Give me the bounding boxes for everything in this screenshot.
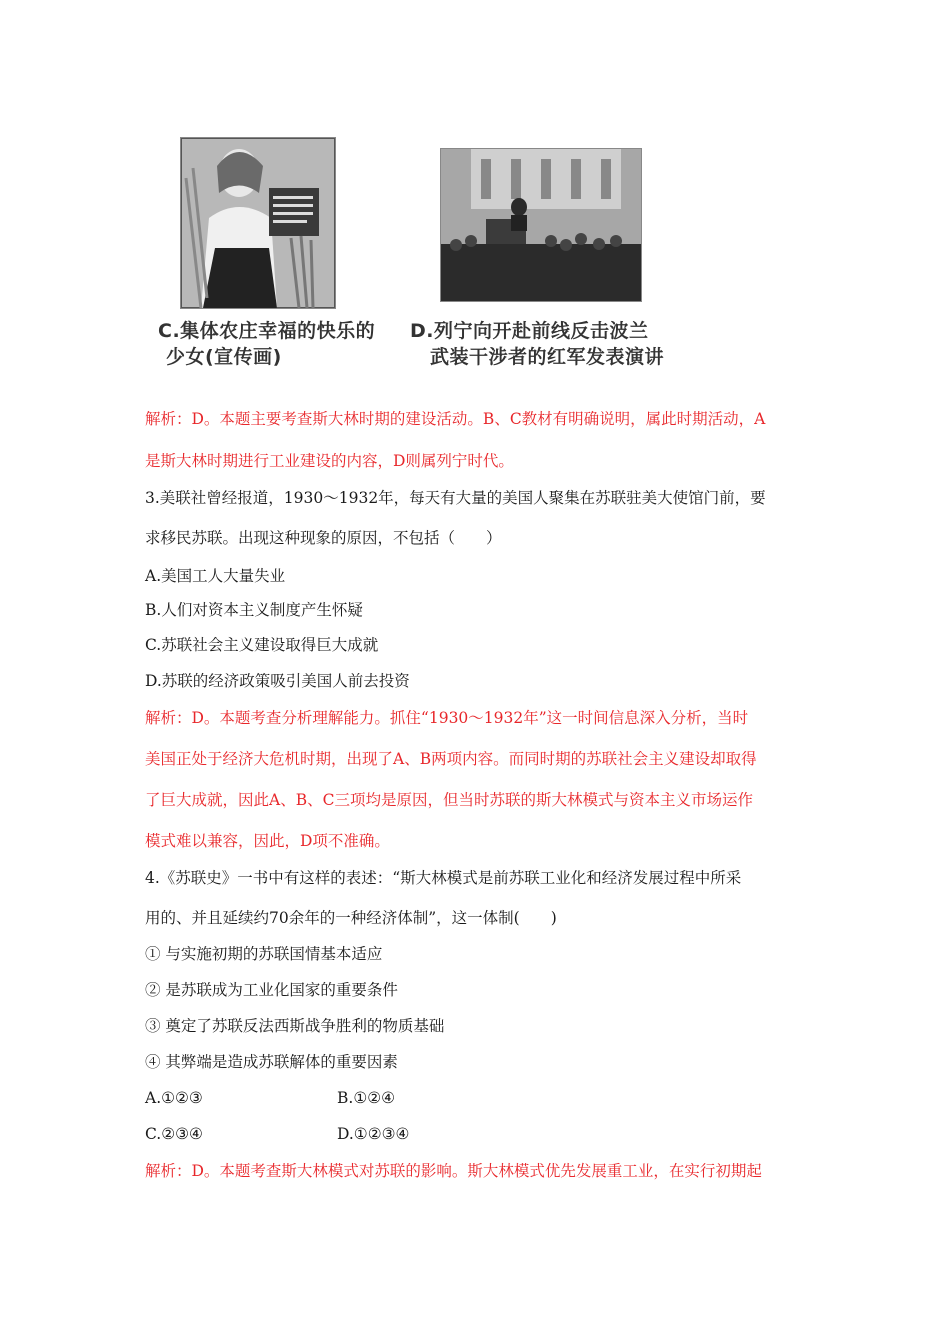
lenin-speech-photo — [440, 148, 642, 302]
q2-analysis-line: 是斯大林时期进行工业建设的内容，D则属列宁时代。 — [145, 452, 514, 470]
q4-stem: 用的、并且延续约70余年的一种经济体制”，这一体制( ) — [145, 909, 557, 927]
q4-option-c: C.②③④ — [145, 1125, 203, 1143]
figure-c-caption — [158, 318, 375, 370]
caption-line: 武装干涉者的红军发表演讲 — [430, 346, 665, 368]
q3-analysis-line: 模式难以兼容，因此，D项不准确。 — [145, 832, 390, 850]
q3-option-c: C.苏联社会主义建设取得巨大成就 — [145, 636, 379, 654]
q4-item-2: ② 是苏联成为工业化国家的重要条件 — [145, 981, 398, 999]
caption-line: 少女(宣传画) — [166, 346, 282, 368]
propaganda-poster-image — [180, 137, 336, 309]
q4-option-a: A.①②③ — [145, 1089, 203, 1107]
q4-item-1: ① 与实施初期的苏联国情基本适应 — [145, 945, 383, 963]
q4-item-3: ③ 奠定了苏联反法西斯战争胜利的物质基础 — [145, 1017, 445, 1035]
q4-option-d: D.①②③④ — [337, 1125, 410, 1143]
q3-option-a: A.美国工人大量失业 — [145, 567, 286, 585]
q3-stem: 3.美联社曾经报道，1930～1932年，每天有大量的美国人聚集在苏联驻美大使馆门前，要 — [145, 489, 766, 507]
q4-option-b: B.①②④ — [337, 1089, 396, 1107]
poster-illustration-icon — [181, 138, 335, 308]
q3-analysis-line: 了巨大成就，因此A、B、C三项均是原因，但当时苏联的斯大林模式与资本主义市场运作 — [145, 791, 753, 809]
q3-analysis-line: 美国正处于经济大危机时期，出现了A、B两项内容。而同时期的苏联社会主义建设却取得 — [145, 750, 757, 768]
caption-line: D.列宁向开赴前线反击波兰 — [410, 320, 649, 342]
q3-analysis-line: 解析：D。本题考查分析理解能力。抓住“1930～1932年”这一时间信息深入分析，当时 — [145, 709, 749, 727]
q4-analysis-line: 解析：D。本题考查斯大林模式对苏联的影响。斯大林模式优先发展重工业，在实行初期起 — [145, 1162, 762, 1180]
q4-item-4: ④ 其弊端是造成苏联解体的重要因素 — [145, 1053, 398, 1071]
q3-option-b: B.人们对资本主义制度产生怀疑 — [145, 601, 363, 619]
figure-d-caption — [410, 318, 664, 370]
q2-analysis-line: 解析：D。本题主要考查斯大林时期的建设活动。B、C教材有明确说明，属此时期活动，A — [145, 410, 766, 428]
q3-option-d: D.苏联的经济政策吸引美国人前去投资 — [145, 672, 410, 690]
q4-stem: 4.《苏联史》一书中有这样的表述：“斯大林模式是前苏联工业化和经济发展过程中所采 — [145, 869, 742, 887]
crowd-photo-icon — [441, 149, 641, 301]
q3-stem: 求移民苏联。出现这种现象的原因，不包括（ ） — [145, 529, 502, 547]
caption-line: C.集体农庄幸福的快乐的 — [158, 320, 376, 342]
